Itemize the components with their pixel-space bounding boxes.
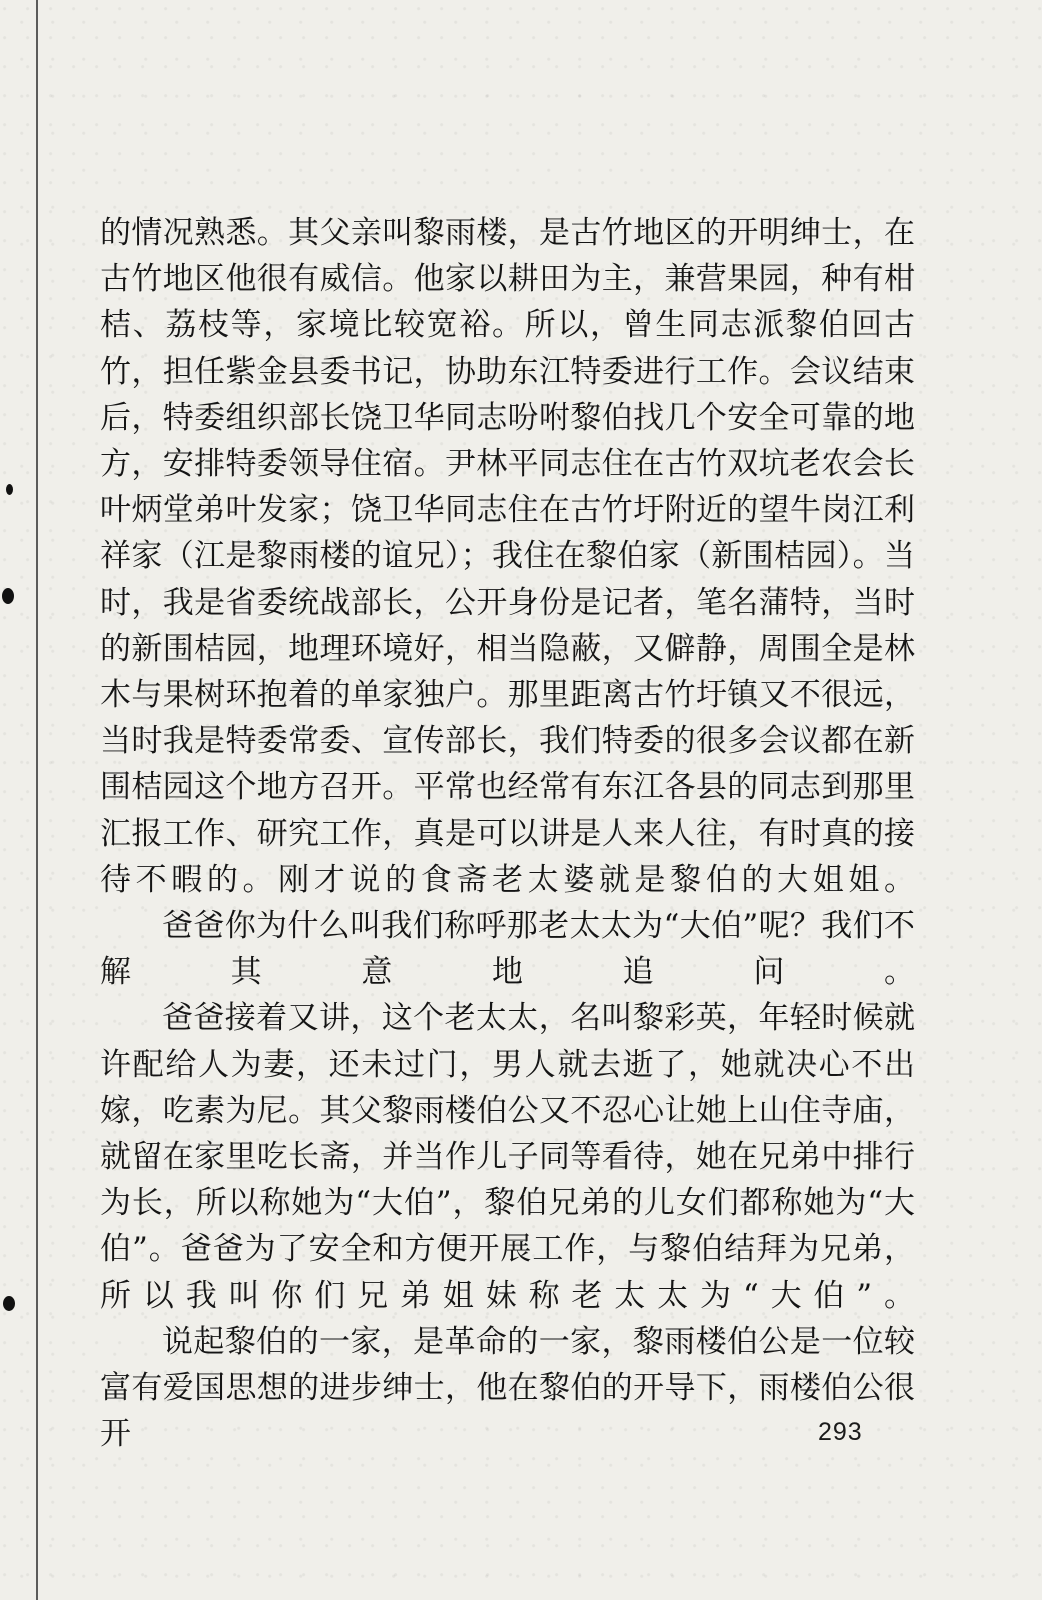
paragraph-4: 说起黎伯的一家，是革命的一家，黎雨楼伯公是一位较富有爱国思想的进步绅士，他在黎伯的开导下，雨楼伯公很开 bbox=[100, 1323, 915, 1453]
body-text bbox=[100, 210, 915, 1457]
paragraph-1: 的情况熟悉。其父亲叫黎雨楼，是古竹地区的开明绅士，在古竹地区他很有威信。他家以耕田为主，兼营果园，种有柑桔、荔枝等，家境比较宽裕。所以，曾生同志派黎伯回古竹，担任紫金县委书记，协助东江特委进行工作。会议结束后，特委组织部长饶卫华同志吩咐黎伯找几个安全可靠的地方，安排特委领导住宿。尹林平同志住在古竹双坑老农会长叶炳堂弟叶发家；饶卫华同志住在古竹圩附近的望牛岗江利祥家（江是黎雨楼的谊兄）；我住在黎伯家（新围桔园）。当时，我是省委统战部长，公开身份是记者，笔名蒲特，当时的新围桔园，地理环境好，相当隐蔽，又僻静，周围全是林木与果树环抱着的单家独户。那里距离古竹圩镇又不很远，当时我是特委常委、宣传部长，我们特委的很多会议都在新围桔园这个地方召开。平常也经常有东江各县的同志到那里汇报工作、研究工作，真是可以讲是人来人往，有时真的接待不暇的。刚才说的食斋老太婆就是黎伯的大姐姐。 bbox=[100, 215, 915, 898]
paragraph-3: 爸爸接着又讲，这个老太太，名叫黎彩英，年轻时候就许配给人为妻，还未过门，男人就去逝了，她就决心不出嫁，吃素为尼。其父黎雨楼伯公又不忍心让她上山住寺庙，就留在家里吃长斋，并当作儿子同等看待，她在兄弟中排行为长，所以称她为“大伯”，黎伯兄弟的儿女们都称她为“大伯”。爸爸为了安全和方便开展工作，与黎伯结拜为兄弟，所以我叫你们兄弟姐妹称老太太为“大伯”。 bbox=[100, 1000, 915, 1314]
ink-spot-lower bbox=[3, 1296, 15, 1311]
ink-spot-middle bbox=[2, 588, 14, 604]
ink-spot-top bbox=[6, 484, 13, 495]
binding-edge-line bbox=[36, 0, 38, 1600]
page-number: 293 bbox=[818, 1418, 863, 1446]
paragraph-2: 爸爸你为什么叫我们称呼那老太太为“大伯”呢？我们不解其意地追问。 bbox=[100, 908, 915, 991]
